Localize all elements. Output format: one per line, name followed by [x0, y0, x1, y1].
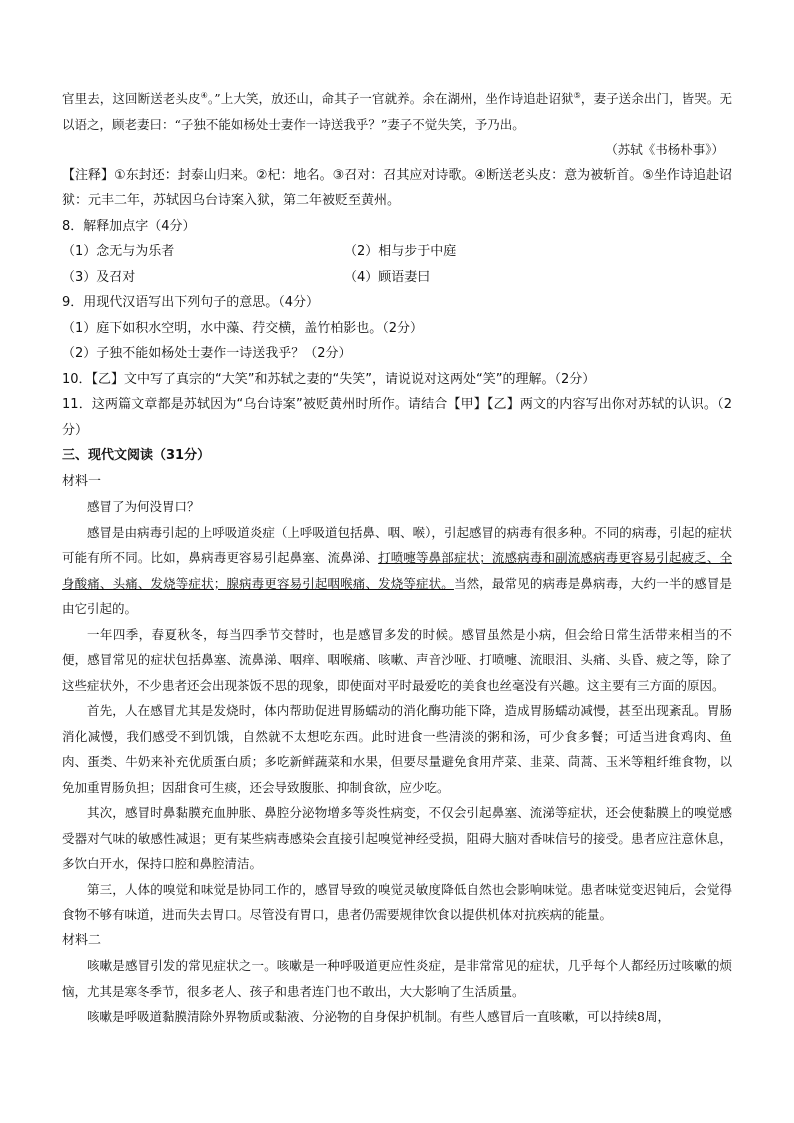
passage-source: （苏轼《书杨朴事》）: [605, 142, 724, 157]
passage-text-segment: ，妻子送余出门，皆哭。无以语之，顾老妻曰：“子独不能如杨处士妻作一诗送我乎？”妻子不觉失笑，予乃出。: [62, 91, 732, 132]
question-8-item-3: （3）及召对: [62, 269, 136, 285]
passage-b-text: [62, 86, 732, 137]
material-2-label: 材料二: [62, 932, 102, 948]
material-1-paragraph-3: 首先，人在感冒尤其是发烧时，体内帮助促进胃肠蠕动的消化酶功能下降，造成胃肠蠕动减慢，甚至出现紊乱。胃肠消化减慢，我们感受不到饥饿，自然就不太想吃东西。此时进食一些清淡的粥和汤，可少食多餐；可适当进食鸡肉、鱼肉、蛋类、牛奶来补充优质蛋白质；多吃新鲜蔬菜和水果，但要尽量避免食用芹菜、韭菜、茼蒿、玉米等粗纤维食物，以免加重胃肠负担；因甜食可生痰，还会导致腹胀、抑制食欲，应少吃。: [62, 703, 732, 795]
material-1-paragraph-2: 一年四季，春夏秋冬，每当四季节交替时，也是感冒多发的时候。感冒虽然是小病，但会给日常生活带来相当的不便，感冒常见的症状包括鼻塞、流鼻涕、咽痒、咽喉痛、咳嗽、声音沙哑、打喷嚏、流眼泪、头痛、头昏、疲之等，除了这些症状外，不少患者还会出现茶饭不思的现象，即使面对平时最爱吃的美食也丝毫没有兴趣。这主要有三方面的原因。: [62, 626, 732, 693]
material-1-label: 材料一: [62, 473, 102, 489]
question-8-item-2: （2）相与步于中庭: [344, 244, 457, 259]
passage-text-segment: 官里去，这回断送老头皮: [62, 91, 201, 106]
passage-text-segment: 。”上大笑，放还山，命其子一官就养。余在湖州，坐作诗追赴诏狱: [207, 91, 574, 106]
annotation-notes: 【注释】①东封还：封泰山归来。②杞：地名。③召对：召其应对诗歌。④断送老头皮：意为被斩首。⑤坐作诗追赴诏狱：元丰二年，苏轼因乌台诗案入狱，第二年被贬至黄州。: [62, 167, 732, 208]
material-1-paragraph-5: 第三，人体的嗅觉和味觉是协同工作的，感冒导致的嗅觉灵敏度降低自然也会影响味觉。患者味觉变迟钝后，会觉得食物不够有味道，进而失去胃口。尽管没有胃口，患者仍需要规律饮食以提供机体对抗疾病的能量。: [62, 881, 732, 922]
question-9-item-2: （2）子独不能如杨处士妻作一诗送我乎？（2分）: [62, 346, 352, 361]
question-8-item-1: （1）念无与为乐者: [62, 244, 175, 259]
material-2-paragraph-1: 咳嗽是感冒引发的常见症状之一。咳嗽是一种呼吸道更应性炎症，是非常常见的症状，几乎每个人都经历过咳嗽的烦恼，尤其是寒冬季节，很多老人、孩子和患者连门也不敢出，大大影响了生活质量。: [62, 958, 732, 999]
underlined-segment: 打喷嚏等鼻部症状；流感病毒和副流感病毒更容易引起疲乏、全身酸痛、头痛、发烧等症状；腺病毒更容易引起咽喉痛、发烧等症状。: [62, 550, 732, 591]
footnote-marker: ⑤: [573, 90, 581, 100]
section-heading: 三、现代文阅读（31分）: [62, 448, 211, 463]
exam-page: [62, 86, 732, 1030]
question-10: 10．【乙】文中写了真宗的“大笑”和苏轼之妻的“失笑”，请说说对这两处“笑”的理解。（2分）: [62, 371, 596, 387]
question-11: 11．这两篇文章都是苏轼因为“乌台诗案”被贬黄州时所作。请结合【甲】【乙】两文的内容写出你对苏轼的认识。（2分）: [62, 397, 732, 438]
paragraph-segment: 感冒是由病毒引起的上呼吸道炎症（上呼吸道包括鼻、咽、喉），引起感冒的病毒有很多种。不同的病毒，引起的症状可能有所不同。比如，鼻病毒更容易引起鼻塞、流鼻涕、: [62, 524, 732, 565]
material-1-paragraph-1: [62, 520, 732, 622]
question-8-items-row2: [62, 265, 732, 291]
question-8: 8．解释加点字（4分）: [62, 218, 196, 234]
question-9: 9．用现代汉语写出下列句子的意思。（4分）: [62, 295, 320, 310]
footnote-marker: ④: [200, 90, 208, 100]
material-1-title: 感冒了为何没胃口？: [87, 499, 200, 514]
paragraph-segment: 当然，最常见的病毒是鼻病毒，大约一半的感冒是由它引起的。: [62, 575, 732, 616]
question-9-item-1: （1）庭下如积水空明，水中藻、荇交横，盖竹柏影也。（2分）: [62, 320, 424, 336]
question-8-item-4: （4）顾语妻曰: [344, 269, 431, 285]
material-1-paragraph-4: 其次，感冒时鼻黏膜充血肿胀、鼻腔分泌物增多等炎性病变，不仅会引起鼻塞、流涕等症状，还会使黏膜上的嗅觉感受器对气味的敏感性减退；更有某些病毒感染会直接引起嗅觉神经受损，阻碍大脑对香味信号的接受。患者应注意休息，多饮白开水，保持口腔和鼻腔清洁。: [62, 805, 732, 871]
material-2-paragraph-2: 咳嗽是呼吸道黏膜清除外界物质或黏液、分泌物的自身保护机制。有些人感冒后一直咳嗽，可以持续8周，: [87, 1009, 670, 1024]
question-8-items-row1: [62, 239, 732, 265]
